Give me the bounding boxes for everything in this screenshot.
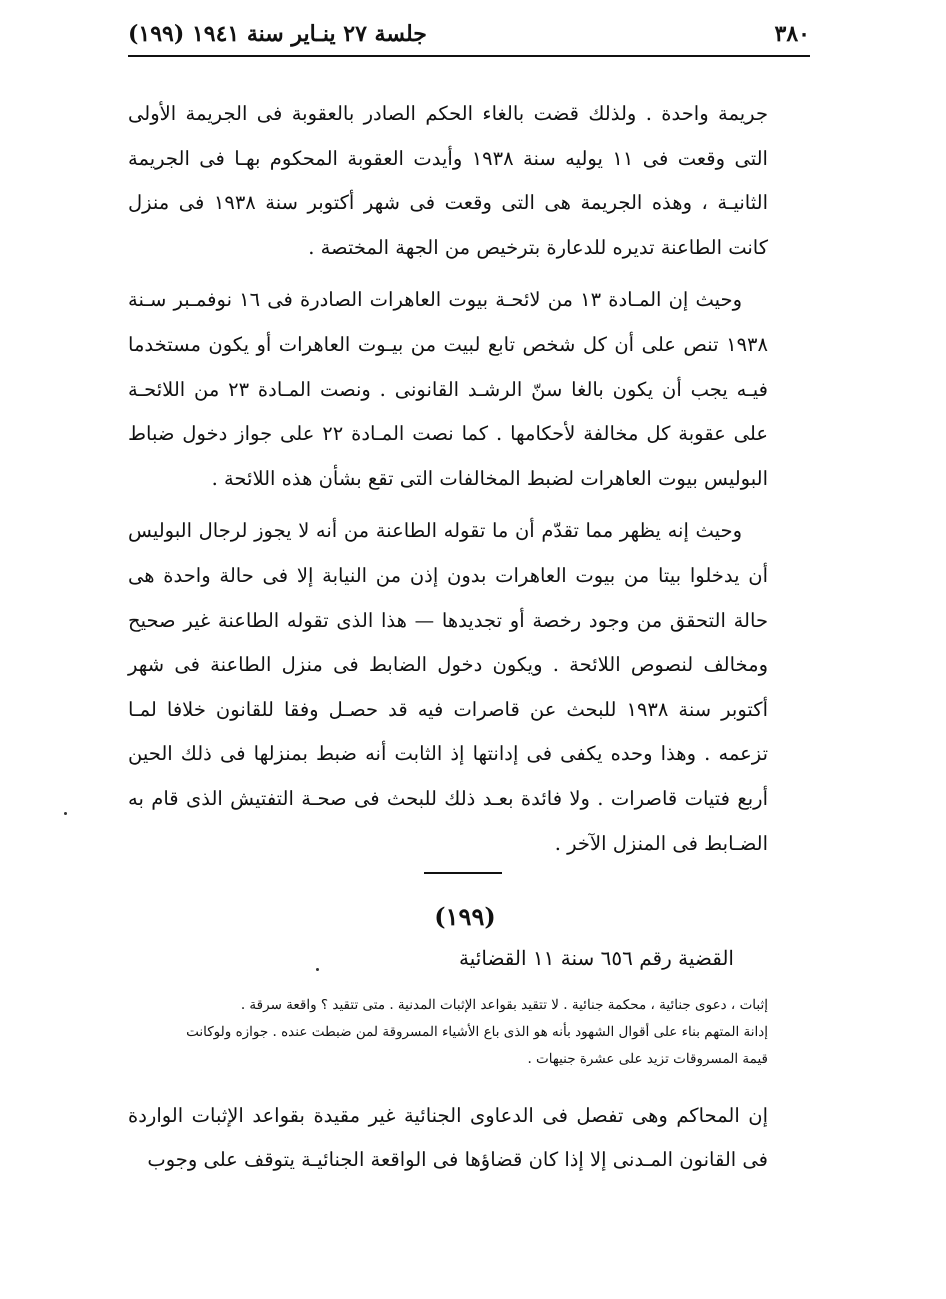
holding-text <box>128 1094 768 1182</box>
main-text <box>128 92 768 874</box>
header-rule <box>128 55 810 57</box>
paragraph-3: وحيث إنه يظهر مما تقدّم أن ما تقوله الطاعنة من أنه لا يجوز لرجال البوليس أن يدخلوا بيتا من بيوت العاهرات بدون إذن من النيابة إلا فى حالة واحدة هى حالة التحقق من وجود رخصة أو تجديدها — هذا الذى تقوله الطاعنة غير صحيح ومخالف لنصوص اللائحة . ويكون دخول الضابط فى منزل الطاعنة فى شهر أكتوبر سنة ١٩٣٨ للبحث عن قاصرات فيه قد حصـل وفقا للقانون خلافا لمـا تزعمه . وهذا وحده يكفى فى إدانتها إذ الثابت أنه ضبط بمنزلها فى ذلك الحين أربع فتيات قاصرات . ولا فائدة بعـد ذلك للبحث فى صحـة التفتيش الذى قام به الضـابط فى المنزل الآخر . <box>128 519 769 855</box>
paragraph-2: وحيث إن المـادة ١٣ من لائحـة بيوت العاهرات الصادرة فى ١٦ نوفمـبر سـنة ١٩٣٨ تنص على أن كل شخص تابع لبيت من بيـوت العاهرات أو يكون مستخدما فيـه يجب أن يكون بالغا سنّ الرشـد القانونى . ونصت المـادة ٢٣ من اللائحـة على عقوبة كل مخالفة لأحكامها . كما نصت المـادة ٢٢ على جواز دخول ضباط البوليس بيوت العاهرات لضبط المخالفات التى تقع بشأن هذه اللائحة . <box>128 288 768 490</box>
scan-speck <box>316 968 319 971</box>
section-divider <box>424 872 502 874</box>
summary-line-1: إثبات ، دعوى جنائية ، محكمة جنائية . لا تتقيد بقواعد الإثبات المدنية . متى تتقيد ؟ واقعة سرقة . <box>240 997 768 1013</box>
page-header <box>128 14 810 54</box>
summary-line-2: إدانة المتهم بناء على أقوال الشهود بأنه هو الذى باع الأشياء المسروقة لمن ضبطت عنده . جوازه ولوكانت <box>186 1024 768 1040</box>
case-number: (١٩٩) <box>434 902 496 931</box>
running-title: جلسة ٢٧ ينـاير سنة ١٩٤١ (١٩٩) <box>128 21 427 47</box>
holding-paragraph: إن المحاكم وهى تفصل فى الدعاوى الجنائية غير مقيدة بقواعد الإثبات الواردة فى القانون المـدنى إلا إذا كان قضاؤها فى الواقعة الجنائيـة يتوقف على وجوب <box>128 1104 768 1171</box>
page-number: ٣٨٠ <box>774 21 810 47</box>
case-title: القضية رقم ٦٥٦ سنة ١١ القضائية <box>459 946 734 970</box>
case-summary <box>128 992 768 1073</box>
paragraph-1: جريمة واحدة . ولذلك قضت بالغاء الحكم الصادر بالعقوبة فى الجريمة الأولى التى وقعت فى ١١ يوليه سنة ١٩٣٨ وأيدت العقوبة المحكوم بهـا فى الجريمة الثانيـة ، وهذه الجريمة هى التى وقعت فى شهر أكتوبر سنة ١٩٣٨ فى منزل كانت الطاعنة تديره للدعارة بترخيص من الجهة المختصة . <box>128 102 768 259</box>
scan-speck <box>64 812 67 815</box>
summary-line-3: قيمة المسروقات تزيد على عشرة جنيهات . <box>527 1051 768 1067</box>
